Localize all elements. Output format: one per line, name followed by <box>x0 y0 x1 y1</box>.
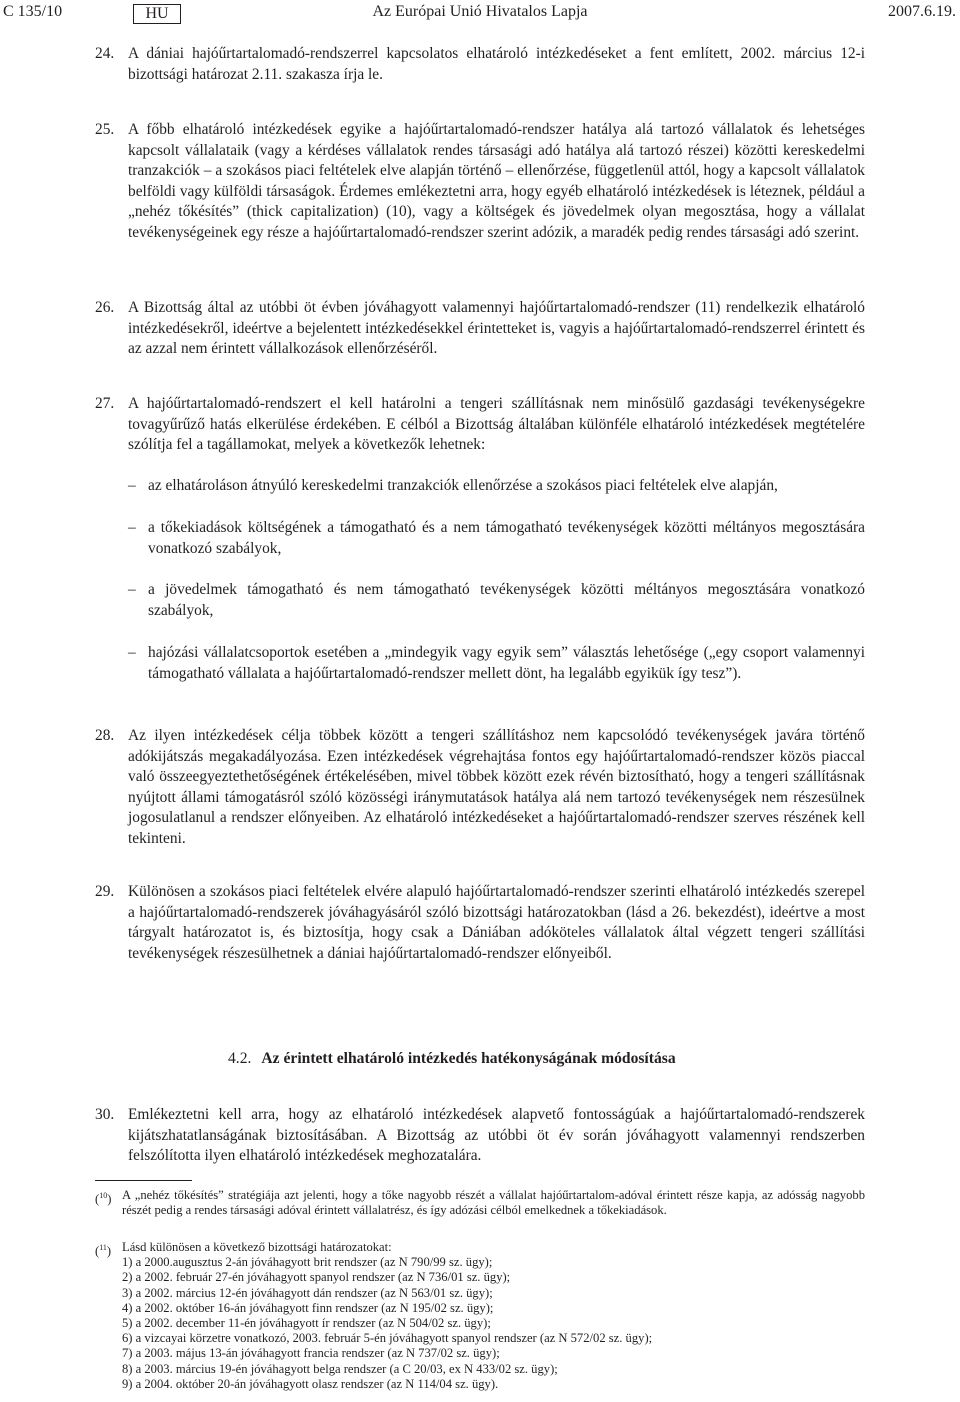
page-reference: C 135/10 <box>3 3 63 20</box>
list-item: 9) a 2004. október 20-án jóváhagyott olasz rendszer (az N 114/04 sz. ügy). <box>122 1376 499 1391</box>
footnote-text: Lásd különösen a következő bizottsági határozatokat: <box>122 1240 392 1254</box>
list-item-text: az elhatároláson átnyúló kereskedelmi tranzakciók ellenőrzése a szokásos piaci feltételek elve alapján, <box>148 477 778 494</box>
paragraph-26 <box>95 298 865 360</box>
paragraph-text: Az ilyen intézkedések célja többek között a tengeri szállításhoz nem kapcsolódó tevékenységek javára történő adókijátszás megakadályozása. Ezen intézkedések végrehajtása fontos egy hajóűrtartalomadó-rendszer közös piaccal való összeegyeztethetőségének értékelésében, mivel többek között ezek révén biztosítható, hogy a tengeri szállításnak nyújtott állami támogatásról szóló közösségi iránymutatások hatálya alá nem tartozó tevékenységek nem részesülnek jogosulatlanul a rendszer előnyeiben. Az elhatároló intézkedéseket a hajóűrtartalomadó-rendszer szerves részének kell tekinteni. <box>128 727 865 847</box>
list-item: 2) a 2002. február 27-én jóváhagyott spanyol rendszer (az N 736/01 sz. ügy); <box>122 1270 511 1285</box>
list-item: 7) a 2003. május 13-án jóváhagyott francia rendszer (az N 737/02 sz. ügy); <box>122 1346 500 1361</box>
paragraph-text: A hajóűrtartalomadó-rendszert el kell határolni a tengeri szállításnak nem minősülő gazdasági tevékenységekre tovagyűrűző hatás elkerülése érdekében. E célból a Bizottság általában különféle elhatároló intézkedések megtételére szólítja fel a tagállamokat, melyek a következők lehetnek: <box>128 395 865 453</box>
footnote-number: ($^{10}$) <box>95 1191 112 1207</box>
paragraph-number: 24. <box>95 45 115 62</box>
footnote-text: A „nehéz tőkésítés” stratégiája azt jelenti, hogy a tőke nagyobb részét a vállalat hajóűrtartalom-adóval érintett része kapja, az adósság nagyobb részét pedig a rendes társasági adóval érintett vállalatrész, és így adózási célból emelkednek a tőkekiadások. <box>122 1188 865 1218</box>
list-item: 5) a 2002. december 11-én jóváhagyott ír rendszer (az N 504/02 sz. ügy); <box>122 1316 491 1331</box>
list-item <box>128 643 865 684</box>
paragraph-text: Különösen a szokásos piaci feltételek elvére alapuló hajóűrtartalomadó-rendszer szerinti elhatároló intézkedés szerepel a hajóűrtartalomadó-rendszerek jóváhagyásáról szóló bizottsági határozatokban (lásd a 26. bekezdést), ideértve a most tárgyalt határozatot is, és biztosítja, hogy csak a Dániában adóköteles vállalatok által végzett tengeri szállítási tevékenységek részesülhetnek a dániai hajóűrtartalomadó-rendszer előnyeiből. <box>128 883 865 962</box>
page-header <box>0 3 960 27</box>
list-item <box>128 518 865 559</box>
footnote-11 <box>95 1240 865 1392</box>
list-item: 6) a vizcayai körzetre vonatkozó, 2003. február 5-én jóváhagyott spanyol rendszer (az N 572/02 sz. ügy); <box>122 1331 653 1346</box>
paragraph-30 <box>95 1105 865 1167</box>
section-number: 4.2. <box>228 1050 252 1067</box>
list-item-text: hajózási vállalatcsoportok esetében a „mindegyik vagy egyik sem” választás lehetősége („egy csoport valamennyi támogatható vállalata a hajóűrtartalomadó-rendszer mellett dönt, ha legalább egyikük így tesz”). <box>148 644 865 682</box>
paragraph-number: 26. <box>95 299 115 316</box>
paragraph-number: 28. <box>95 727 115 744</box>
paragraph-25 <box>95 120 865 243</box>
paragraph-text: Emlékeztetni kell arra, hogy az elhatároló intézkedések alapvető fontosságúak a hajóűrtartalomadó-rendszerek kijátszhatatlanságának biztosításában. A Bizottság az utóbbi öt év során jóváhagyott valamennyi rendszerben felszólította ilyen elhatároló intézkedések meghozatalára. <box>128 1106 865 1164</box>
language-code-box: HU <box>133 4 181 24</box>
decision-list <box>122 1255 865 1392</box>
paragraph-number: 30. <box>95 1106 115 1123</box>
publication-date: 2007.6.19. <box>888 3 956 20</box>
paragraph-number: 29. <box>95 883 115 900</box>
list-dash: – <box>128 519 136 536</box>
list-item: 3) a 2002. március 12-én jóváhagyott dán rendszer (az N 563/01 sz. ügy); <box>122 1285 493 1300</box>
paragraph-text: A főbb elhatároló intézkedések egyike a hajóűrtartalomadó-rendszer hatálya alá tartozó vállalatok és lehetséges kapcsolt vállalataik (vagy a kérdéses vállalatok rendes társasági adó hatálya alá tartozó részei) közötti kereskedelmi tranzakciók – a szokásos piaci feltételek elve alapján történő – ellenőrzése, függetlenül attól, hogy a kapcsolt vállalatok belföldi vagy külföldi társaságok. Érdemes emlékeztetni arra, hogy egyéb elhatároló intézkedések is léteznek, például a „nehéz tőkésítés” (thick capitalization) (10), vagy a költségek és jövedelmek olyan megosztása, hogy a vállalat tevékenységeinek egy része a hajóűrtartalomadó-rendszer szerint adózik, a maradék pedig rendes társasági adó szerint. <box>128 121 865 241</box>
list-dash: – <box>128 644 136 661</box>
journal-title: Az Európai Unió Hivatalos Lapja <box>372 3 588 20</box>
list-item-text: a tőkekiadások költségének a támogatható és a nem támogatható tevékenységek közötti méltányos megosztására vonatkozó szabályok, <box>148 519 865 557</box>
paragraph-28 <box>95 726 865 849</box>
list-item-text: a jövedelmek támogatható és nem támogatható tevékenységek közötti méltányos megosztására vonatkozó szabályok, <box>148 581 865 619</box>
paragraph-text: A Bizottság által az utóbbi öt évben jóváhagyott valamennyi hajóűrtartalomadó-rendszer (11) rendelkezik elhatároló intézkedésekről, ideértve a bejelentett intézkedésekkel érintetteket is, vagyis a hajóűrtartalomadó-rendszerrel érintett és az azzal nem érintett vállalkozások ellenőrzéséről. <box>128 299 865 357</box>
list-item: 8) a 2003. március 19-én jóváhagyott belga rendszer (a C 20/03, ex N 433/02 sz. ügy); <box>122 1361 558 1376</box>
list-dash: – <box>128 477 136 494</box>
paragraph-27 <box>95 394 865 456</box>
paragraph-number: 25. <box>95 121 115 138</box>
list-item <box>128 476 865 497</box>
paragraph-29 <box>95 882 865 964</box>
paragraph-text: A dániai hajóűrtartalomadó-rendszerrel kapcsolatos elhatároló intézkedéseket a fent említett, 2002. március 12-i bizottsági határozat 2.11. szakasza írja le. <box>128 45 865 83</box>
paragraph-number: 27. <box>95 395 115 412</box>
list-item: 4) a 2002. október 16-án jóváhagyott finn rendszer (az N 195/02 sz. ügy); <box>122 1300 494 1315</box>
list-dash: – <box>128 581 136 598</box>
list-item: 1) a 2000.augusztus 2-án jóváhagyott brit rendszer (az N 790/99 sz. ügy); <box>122 1255 493 1270</box>
paragraph-24 <box>95 44 865 85</box>
footnote-divider <box>95 1180 192 1181</box>
list-item <box>128 580 865 621</box>
footnote-number: ($^{11}$) <box>95 1243 112 1259</box>
footnote-10 <box>95 1188 865 1218</box>
section-title: Az érintett elhatároló intézkedés hatékonyságának módosítása <box>261 1050 676 1067</box>
section-heading <box>228 1049 676 1069</box>
